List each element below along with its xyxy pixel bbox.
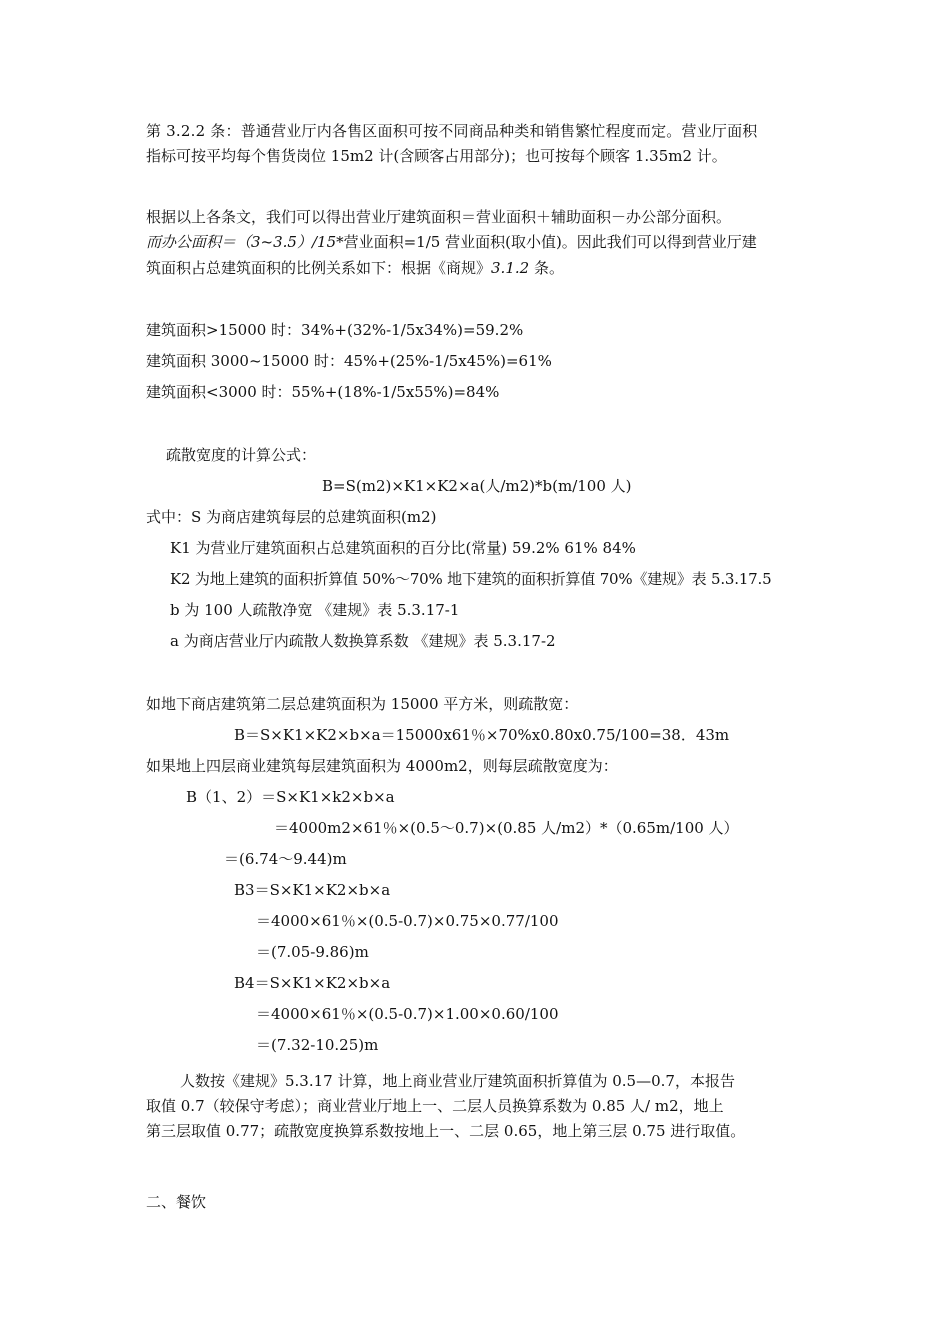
example-line: B＝S×K1×K2×b×a＝15000x61％×70%x0.80x0.75/100=38．43m: [234, 726, 730, 744]
calc-line: ＝(7.05-9.86)m: [256, 943, 369, 961]
text-fragment: 筑面积占总建筑面积的比例关系如下：根据《商规》: [146, 259, 492, 277]
text-fragment: 条。: [529, 259, 564, 277]
formula-main: B=S(m2)×K1×K2×a(人/m2)*b(m/100 人): [322, 477, 632, 495]
example-line: 如果地上四层商业建筑每层建筑面积为 4000m2，则每层疏散宽度为：: [146, 757, 618, 775]
clause-number: 3.1.2: [491, 259, 530, 277]
formula-k2: K2 为地上建筑的面积折算值 50%～70% 地下建筑的面积折算值 70%《建规》表 5.3.17.5: [170, 570, 772, 588]
ratio-line: 建筑面积 3000~15000 时：45%+(25%-1/5x45%)=61%: [146, 352, 552, 370]
formula-a: a 为商店营业厅内疏散人数换算系数 《建规》表 5.3.17-2: [170, 632, 556, 650]
calc-line: ＝4000×61％×(0.5-0.7)×0.75×0.77/100: [256, 912, 559, 930]
note-line: 人数按《建规》5.3.17 计算，地上商业营业厅建筑面积折算值为 0.5—0.7，本报告: [180, 1072, 735, 1090]
ratio-line: 建筑面积>15000 时：34%+(32%-1/5x34%)=59.2%: [146, 321, 524, 339]
text-fragment: 营业面积=1/5 营业面积(取小值)。因此我们可以得到营业厅建: [343, 233, 757, 251]
calc-line: ＝4000×61％×(0.5-0.7)×1.00×0.60/100: [256, 1005, 559, 1023]
calc-line: ＝(6.74～9.44)m: [224, 850, 347, 868]
note-line: 第三层取值 0.77；疏散宽度换算系数按地上一、二层 0.65，地上第三层 0.75 进行取值。: [146, 1122, 746, 1140]
calc-line: ＝(7.32-10.25)m: [256, 1036, 379, 1054]
formula-k1: K1 为营业厅建筑面积占总建筑面积的百分比(常量) 59.2% 61% 84%: [170, 539, 636, 557]
paragraph-line: 第 3.2.2 条：普通营业厅内各售区面积可按不同商品种类和销售繁忙程度而定。营业厅面积: [146, 122, 758, 140]
paragraph-line: [146, 233, 757, 251]
paragraph-line: 指标可按平均每个售货岗位 15m2 计(含顾客占用部分)；也可按每个顾客 1.35m2 计。: [146, 147, 727, 165]
paragraph-line: 根据以上各条文，我们可以得出营业厅建筑面积＝营业面积＋辅助面积－办公部分面积。: [146, 208, 732, 226]
calc-line: B（1、2）＝S×K1×k2×b×a: [186, 788, 395, 806]
formula-where: 式中：S 为商店建筑每层的总建筑面积(m2): [146, 508, 437, 526]
formula-b: b 为 100 人疏散净宽 《建规》表 5.3.17-1: [170, 601, 460, 619]
paragraph-line: [146, 259, 564, 277]
calc-line: ＝4000m2×61％×(0.5～0.7)×(0.85 人/m2）*（0.65m/100 人）: [274, 819, 739, 837]
example-line: 如地下商店建筑第二层总建筑面积为 15000 平方米，则疏散宽：: [146, 695, 579, 713]
note-line: 取值 0.7（较保守考虑）；商业营业厅地上一、二层人员换算系数为 0.85 人/ m2，地上: [146, 1097, 724, 1115]
calc-line: B4＝S×K1×K2×b×a: [234, 974, 391, 992]
ratio-line: 建筑面积<3000 时：55%+(18%-1/5x55%)=84%: [146, 383, 500, 401]
section-heading: 二、餐饮: [146, 1193, 207, 1211]
formula-heading: 疏散宽度的计算公式：: [166, 446, 317, 464]
formula-fragment: 而办公面积＝（3~3.5）/15*: [146, 233, 344, 251]
calc-line: B3＝S×K1×K2×b×a: [234, 881, 391, 899]
